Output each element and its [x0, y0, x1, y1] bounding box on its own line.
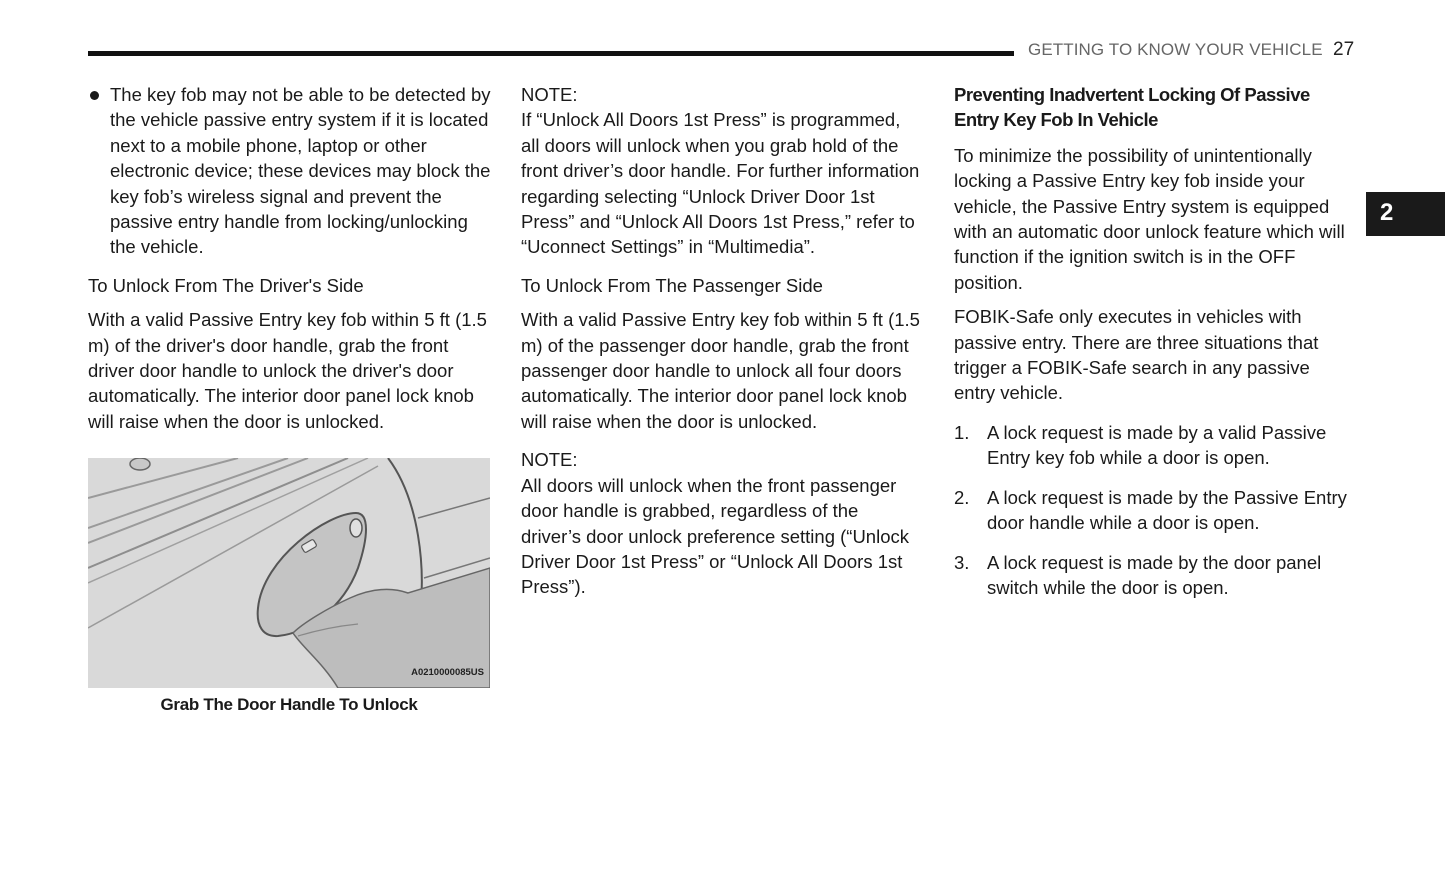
list-item [954, 550, 1356, 601]
section-heading-preventing: Preventing Inadvertent Locking Of Passive Entry Key Fob In Vehicle [954, 84, 1310, 131]
header-rule [88, 51, 1014, 56]
list-number: 1. [954, 421, 970, 443]
door-handle-figure [88, 458, 490, 688]
page-number: 27 [1333, 39, 1355, 60]
note-label-2: NOTE: [521, 449, 578, 471]
driver-side-body: With a valid Passive Entry key fob within 5 ft (1.5 m) of the driver's door handle, grab the front driver door handle to unlock the driver's door automatically. The interior door panel lock knob will raise when the door is unlocked. [88, 309, 487, 432]
figure-code: A0210000085US [411, 666, 484, 678]
column-2 [521, 82, 921, 600]
note-body-1: If “Unlock All Doors 1st Press” is programmed, all doors will unlock when you grab hold of the front driver’s door handle. For further information regarding selecting “Unlock Driver Door 1st Press” and “Unlock All Doors 1st Press,” refer to “Uconnect Settings” in “Multimedia”. [521, 109, 920, 258]
list-item [954, 485, 1356, 536]
passenger-side-body: With a valid Passive Entry key fob within 5 ft (1.5 m) of the passenger door handle, grab the front passenger door handle to unlock all four doors automatically. The interior door panel lock knob will raise when the door is unlocked. [521, 309, 920, 432]
list-text: A lock request is made by a valid Passive Entry key fob while a door is open. [987, 421, 1327, 469]
bullet-icon [90, 91, 99, 100]
section-heading-passenger: To Unlock From The Passenger Side [521, 274, 823, 296]
list-text: A lock request is made by the door panel switch while the door is open. [987, 551, 1322, 598]
figure-caption: Grab The Door Handle To Unlock [160, 695, 418, 715]
section-heading-driver: To Unlock From The Driver's Side [88, 274, 364, 296]
preventing-para-1: To minimize the possibility of unintentionally locking a Passive Entry key fob inside your vehicle, the Passive Entry system is equipped with an automatic door unlock feature which will function if the ignition switch is in the OFF position. [954, 144, 1345, 293]
list-number: 3. [954, 551, 970, 573]
note-label-1: NOTE: [521, 84, 578, 105]
preventing-para-2: FOBIK-Safe only executes in vehicles with passive entry. There are three situations that trigger a FOBIK-Safe search in any passive entry vehicle. [954, 306, 1319, 404]
list-item [954, 420, 1356, 471]
list-number: 2. [954, 486, 970, 508]
fobik-safe-list [954, 420, 1356, 600]
chapter-tab: 2 [1366, 192, 1445, 236]
column-3 [954, 82, 1356, 600]
column-1 [88, 82, 492, 718]
note-body-2: All doors will unlock when the front passenger door handle is grabbed, regardless of the driver’s door unlock preference setting (“Unlock Driver Door 1st Press” or “Unlock All Doors 1st Press”). [521, 474, 909, 598]
running-head: GETTING TO KNOW YOUR VEHICLE [1028, 40, 1323, 59]
door-handle-illustration [88, 458, 490, 688]
bullet-text: The key fob may not be able to be detected by the vehicle passive entry system if it is located next to a mobile phone, laptop or other electronic device; these devices may block the key fob’s wireless signal and prevent the passive entry handle from locking/unlocking the vehicle. [110, 84, 491, 258]
bullet-item [88, 82, 492, 260]
list-text: A lock request is made by the Passive Entry door handle while a door is open. [987, 486, 1347, 534]
